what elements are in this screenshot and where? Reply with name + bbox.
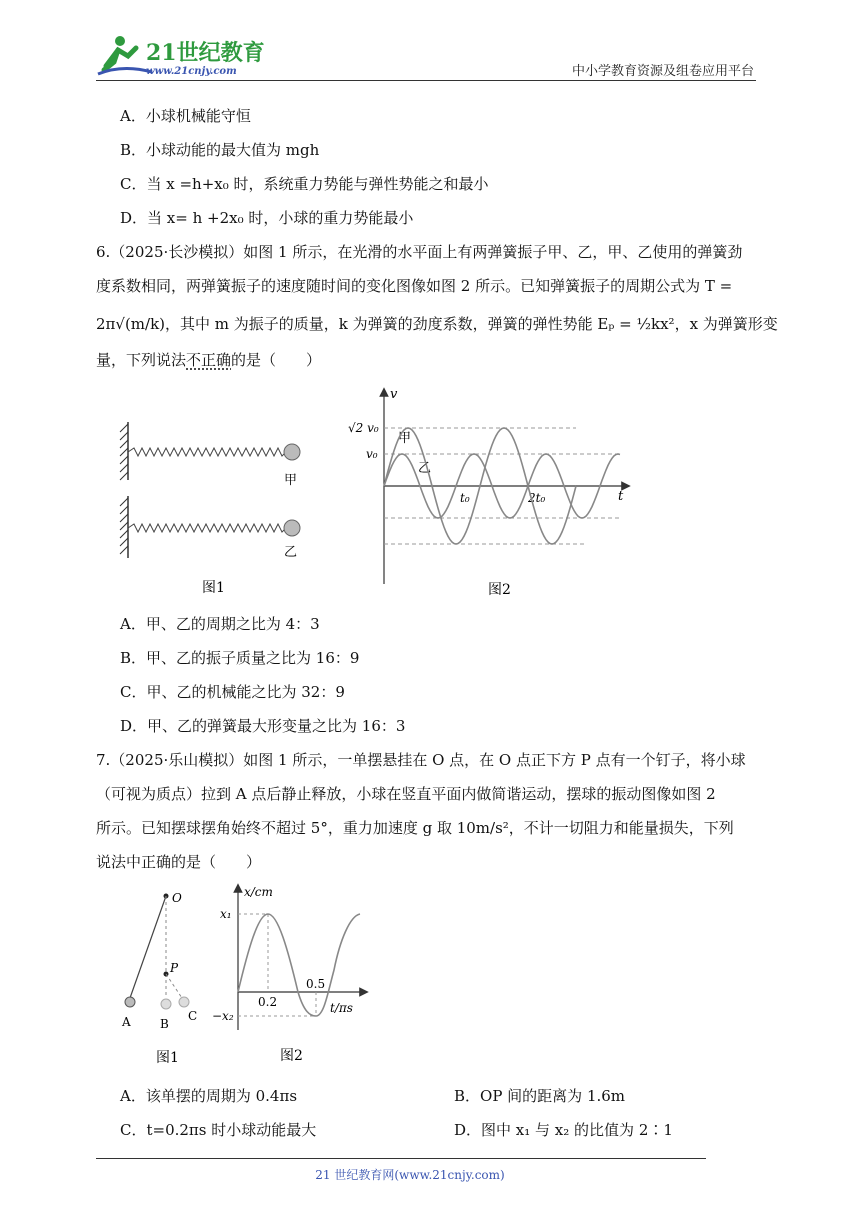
- q7-option-c: C．t=0.2πs 时小球动能最大: [120, 1121, 317, 1139]
- q6-stem-line2: 度系数相同，两弹簧振子的速度随时间的变化图像如图 2 所示。已知弹簧振子的周期公式为 T =: [96, 277, 733, 295]
- pendulum-string-oa: [130, 896, 166, 998]
- q7-fig1-caption: 图1: [156, 1050, 179, 1066]
- q6-stem-line4: [96, 350, 321, 370]
- logo-text: 21世纪教育: [146, 40, 265, 66]
- runner-logo-icon: [98, 36, 152, 74]
- wall-hatch-bottom: [120, 496, 128, 558]
- q6-figure1: [110, 390, 310, 610]
- ball-c: [179, 997, 189, 1007]
- t-axis-label: t: [618, 489, 624, 504]
- q5-option-d: D．当 x= h +2x₀ 时，小球的重力势能最小: [120, 209, 414, 227]
- q6-option-d: D．甲、乙的弹簧最大形变量之比为 16：3: [120, 717, 406, 735]
- spring-yi: [128, 524, 286, 532]
- ball-yi: [284, 520, 300, 536]
- point-o: O: [172, 891, 182, 905]
- q5-option-b: B．小球动能的最大值为 mgh: [120, 141, 320, 159]
- label-neg-x2: −x₂: [212, 1009, 234, 1023]
- header-divider: [96, 80, 756, 81]
- tick-t0: t₀: [460, 491, 470, 505]
- q7-stem-line2: （可视为质点）拉到 A 点后静止释放，小球在竖直平面内做简谐运动，摆球的振动图像如图 2: [96, 785, 716, 803]
- tick-0-5: 0.5: [306, 977, 326, 991]
- label-v0: v₀: [366, 447, 378, 461]
- label-a: A: [122, 1015, 131, 1029]
- v-axis-label: v: [390, 387, 398, 402]
- q7-stem-line1: 7.（2025·乐山模拟）如图 1 所示，一单摆悬挂在 O 点，在 O 点正下方 P 点有一个钉子，将小球: [96, 751, 746, 769]
- t-axis-label: t/πs: [330, 1001, 353, 1015]
- q6-stem-line3: 2π√(m/k)，其中 m 为振子的质量，k 为弹簧的劲度系数，弹簧的弹性势能 Eₚ = ½kx²，x 为弹簧形变: [96, 315, 778, 333]
- curve-label-jia: 甲: [398, 431, 412, 446]
- q6-option-b: B．甲、乙的振子质量之比为 16：9: [120, 649, 360, 667]
- header-platform-text: 中小学教育资源及组卷应用平台: [571, 64, 754, 79]
- q7-option-d: D．图中 x₁ 与 x₂ 的比值为 2∶1: [454, 1121, 673, 1139]
- q6-option-c: C．甲、乙的机械能之比为 32：9: [120, 683, 345, 701]
- site-logo: [92, 30, 272, 82]
- label-sqrt2-v0: √2 v₀: [348, 421, 379, 435]
- ball-b: [161, 999, 171, 1009]
- wall-hatch-top: [120, 422, 128, 480]
- x-axis-label: x/cm: [244, 885, 273, 899]
- q7-figure2: [212, 880, 372, 1066]
- q6-stem-pre: 量，下列说法: [96, 351, 187, 369]
- fig1-label-jia: 甲: [284, 473, 298, 488]
- label-b: B: [160, 1017, 169, 1031]
- q6-emphasis: 不正确: [186, 351, 232, 369]
- curve-label-yi: 乙: [418, 461, 432, 476]
- ball-a: [125, 997, 135, 1007]
- q7-stem-line3: 所示。已知摆球摆角始终不超过 5°，重力加速度 g 取 10m/s²，不计一切阻力和能量损失，下列: [96, 819, 734, 837]
- logo-url: www.21cnjy.com: [146, 66, 237, 77]
- tick-2t0: 2t₀: [528, 491, 546, 505]
- q6-stem-line1: 6.（2025·长沙模拟）如图 1 所示，在光滑的水平面上有两弹簧振子甲、乙，甲、乙使用的弹簧劲: [96, 243, 743, 261]
- q6-stem-post: 的是（ ）: [231, 351, 322, 369]
- q7-figure1: [112, 882, 212, 1066]
- fig1-label-yi: 乙: [284, 545, 298, 560]
- label-x1: x₁: [220, 907, 232, 921]
- q7-fig2-caption: 图2: [280, 1048, 303, 1064]
- q6-figure2: [340, 384, 640, 606]
- q7-stem-line4: 说法中正确的是（ ）: [96, 853, 262, 871]
- q7-option-b: B．OP 间的距离为 1.6m: [454, 1087, 626, 1105]
- label-c: C: [188, 1009, 198, 1023]
- footer-text: 21 世纪教育网(www.21cnjy.com): [315, 1168, 505, 1182]
- spring-jia: [128, 448, 286, 456]
- q5-option-c: C．当 x =h+x₀ 时，系统重力势能与弹性势能之和最小: [120, 175, 489, 193]
- point-p: P: [170, 961, 179, 975]
- ball-jia: [284, 444, 300, 460]
- q6-fig1-caption: 图1: [202, 580, 225, 596]
- q6-fig2-caption: 图2: [488, 582, 511, 598]
- q5-option-a: A．小球机械能守恒: [120, 107, 251, 125]
- q7-option-a: A．该单摆的周期为 0.4πs: [120, 1087, 298, 1105]
- tick-0-2: 0.2: [258, 995, 278, 1009]
- footer-divider: [96, 1158, 706, 1159]
- q6-option-a: A．甲、乙的周期之比为 4：3: [120, 615, 320, 633]
